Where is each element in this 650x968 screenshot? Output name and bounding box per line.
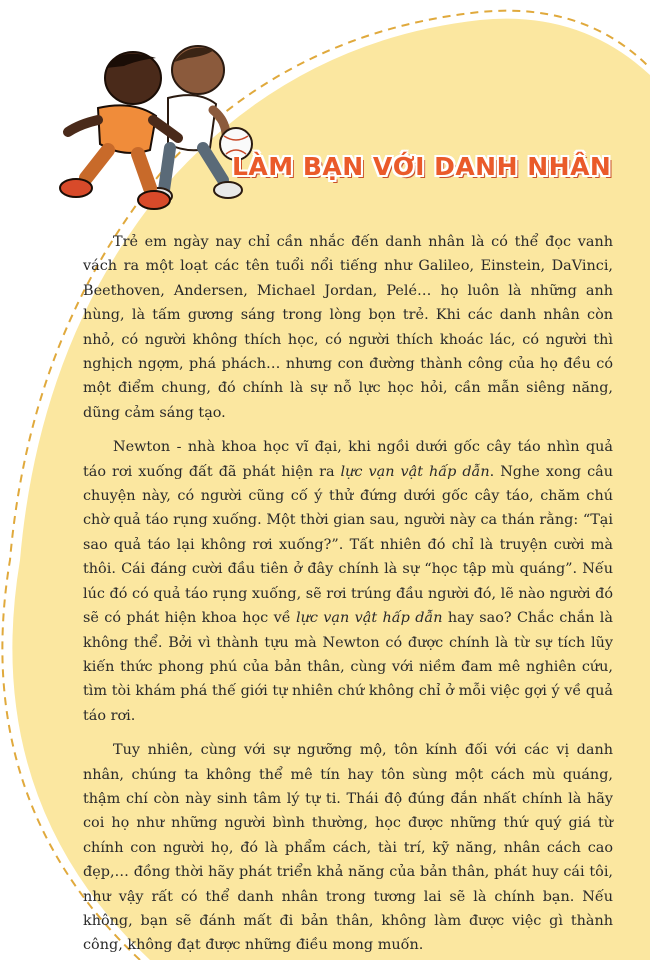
article-body [83, 230, 613, 968]
paragraph-text: Newton - nhà khoa học vĩ đại, khi ngồi dưới gốc cây táo nhìn quả táo rơi xuống đất đã phát hiện ra [83, 439, 613, 480]
paragraph-2 [83, 435, 613, 728]
running-boys-illustration [38, 20, 268, 220]
paragraph-3 [83, 738, 613, 958]
paragraph-text: Tuy nhiên, cùng với sự ngưỡng mộ, tôn kính đối với các vị danh nhân, chúng ta không thể mê tín hay tôn sùng một cách mù quáng, thậm chí còn này sinh tâm lý tự ti. Thái độ đúng đắn nhất chính là hãy coi họ như những người bình thường, học được những thứ quý giá từ chính con người họ, đó là phẩm cách, tài trí, kỹ năng, nhân cách cao đẹp,… đồng thời hãy phát triển khả năng của bản thân, phát huy cái tôi, như vậy rất có thể danh nhân trong tương lai sẽ là chính bạn. Nếu không, bạn sẽ đánh mất đi bản thân, không làm được việc gì thành công, không đạt được những điều mong muốn. [83, 742, 613, 954]
paragraph-1 [83, 230, 613, 425]
paragraph-text: hay sao? Chắc chắn là không thể. Bởi vì thành tựu mà Newton có được chính là từ sự tích lũy kiến thức phong phú của bản thân, cùng với niềm đam mê nghiên cứu, tìm tòi khám phá thế giới tự nhiên chứ không chỉ ở mỗi việc gợi ý về quả táo rơi. [83, 610, 613, 724]
italic-phrase: lực vạn vật hấp dẫn [340, 463, 490, 480]
italic-phrase: lực vạn vật hấp dẫn [295, 610, 443, 627]
paragraph-text: . Nghe xong câu chuyện này, có người cũng cố ý thử đứng dưới gốc cây táo, chăm chú chờ quả táo rụng xuống. Một thời gian sau, người này ca thán rằng: “Tại sao quả táo lại không rơi xuống?”. Tất nhiên đó chỉ là truyện cười mà thôi. Cái đáng cười đầu tiên ở đây chính là sự “học tập mù quáng”. Nếu lúc đó có quả táo rụng xuống, sẽ rơi trúng đầu người đó, lẽ nào người đó sẽ có phát hiện khoa học về [83, 463, 614, 627]
page-title: LÀM BẠN VỚI DANH NHÂN [232, 152, 612, 181]
paragraph-text: Trẻ em ngày nay chỉ cần nhắc đến danh nhân là có thể đọc vanh vách ra một loạt các tên tuổi nổi tiếng như Galileo, Einstein, DaVinci, Beethoven, Andersen, Michael Jordan, Pelé… họ luôn là những anh hùng, là tấm gương sáng trong lòng bọn trẻ. Khi các danh nhân còn nhỏ, có người không thích học, có người thích khoác lác, có người thì nghịch ngợm, phá phách… nhưng con đường thành công của họ đều có một điểm chung, đó chính là sự nỗ lực học hỏi, cần mẫn siêng năng, dũng cảm sáng tạo. [83, 234, 613, 421]
